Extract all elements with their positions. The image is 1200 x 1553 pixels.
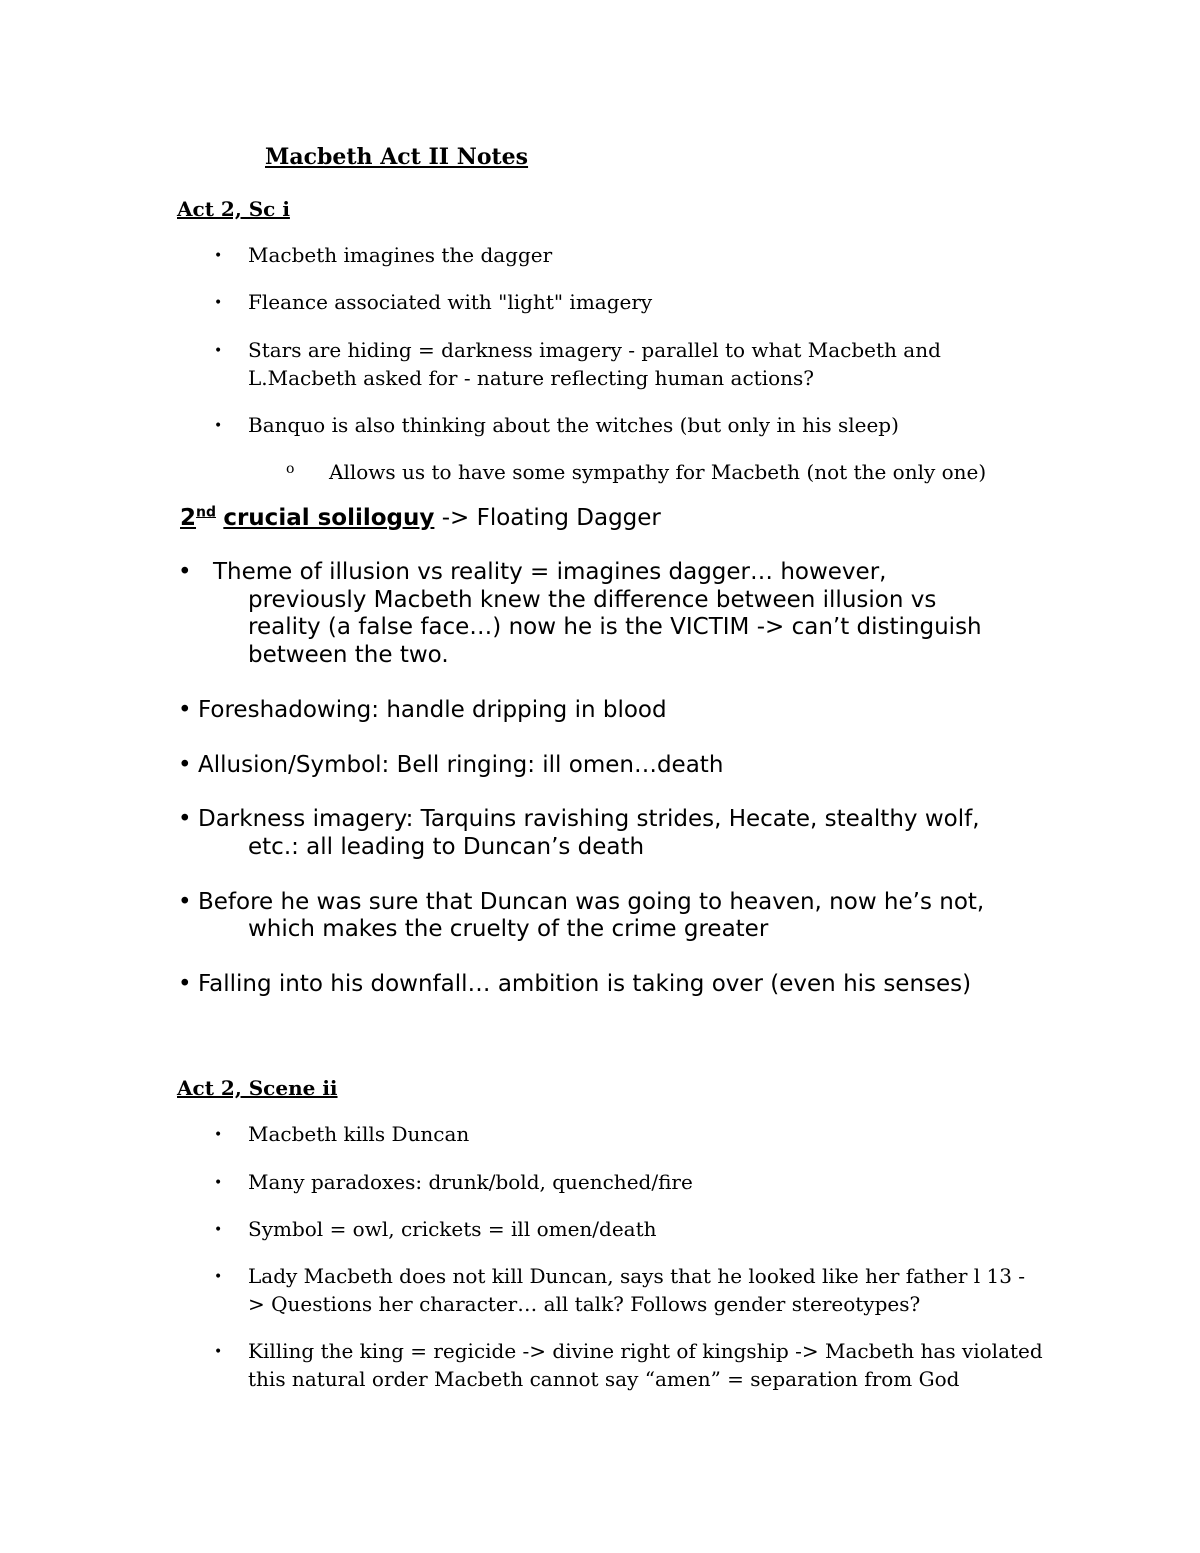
list-item-continued: previously Macbeth knew the difference between illusion vs: [248, 587, 937, 613]
list-item-continued: between the two.: [248, 642, 449, 668]
list-item: Macbeth kills Duncan: [248, 1122, 470, 1146]
list-item-continued: which makes the cruelty of the crime greater: [248, 916, 769, 942]
bullet-icon: •: [214, 1127, 223, 1143]
list-item: Killing the king = regicide -> divine right of kingship -> Macbeth has violated: [248, 1339, 1043, 1363]
bullet-icon: •: [178, 971, 192, 997]
bullet-icon: •: [178, 697, 192, 723]
list-item-continued: L.Macbeth asked for - nature reflecting human actions?: [248, 366, 815, 390]
section-heading-act2-sc1: Act 2, Sc i: [177, 197, 290, 221]
list-subitem: Allows us to have some sympathy for Macbeth (not the only one): [329, 460, 987, 484]
sub-bullet-icon: o: [286, 461, 295, 477]
list-item-continued: > Questions her character… all talk? Follows gender stereotypes?: [248, 1292, 921, 1316]
bullet-icon: •: [214, 1344, 223, 1360]
list-item: Theme of illusion vs reality = imagines dagger… however,: [213, 559, 887, 585]
list-item: Darkness imagery: Tarquins ravishing strides, Hecate, stealthy wolf,: [198, 806, 980, 832]
list-item: Foreshadowing: handle dripping in blood: [198, 697, 667, 723]
list-item: Fleance associated with "light" imagery: [248, 290, 653, 314]
list-item: Falling into his downfall… ambition is taking over (even his senses): [198, 971, 972, 997]
bullet-icon: •: [214, 1175, 223, 1191]
soliloquy-heading: [180, 505, 661, 531]
list-item: Stars are hiding = darkness imagery - parallel to what Macbeth and: [248, 338, 941, 362]
list-item: Many paradoxes: drunk/bold, quenched/fire: [248, 1170, 693, 1194]
list-item: Allusion/Symbol: Bell ringing: ill omen…death: [198, 752, 724, 778]
bullet-icon: •: [178, 889, 192, 915]
page-title: Macbeth Act II Notes: [265, 144, 529, 170]
list-item-continued: etc.: all leading to Duncan’s death: [248, 834, 645, 860]
list-item: Macbeth imagines the dagger: [248, 243, 553, 267]
soliloquy-subtitle: -> Floating Dagger: [434, 505, 661, 531]
bullet-icon: •: [214, 1222, 223, 1238]
list-item: Banquo is also thinking about the witches (but only in his sleep): [248, 413, 899, 437]
list-item: Before he was sure that Duncan was going to heaven, now he’s not,: [198, 889, 985, 915]
bullet-icon: •: [214, 1269, 223, 1285]
soliloquy-ordinal: nd: [196, 504, 217, 521]
bullet-icon: •: [178, 559, 192, 585]
bullet-icon: •: [214, 248, 223, 264]
bullet-icon: •: [178, 806, 192, 832]
list-item: Symbol = owl, crickets = ill omen/death: [248, 1217, 657, 1241]
list-item-continued: reality (a false face…) now he is the VICTIM -> can’t distinguish: [248, 614, 982, 640]
soliloquy-title: crucial soliloguy: [223, 505, 435, 531]
bullet-icon: •: [214, 343, 223, 359]
list-item: Lady Macbeth does not kill Duncan, says that he looked like her father l 13 -: [248, 1264, 1026, 1288]
list-item-continued: this natural order Macbeth cannot say “amen” = separation from God: [248, 1367, 960, 1391]
bullet-icon: •: [214, 295, 223, 311]
section-heading-act2-scene2: Act 2, Scene ii: [177, 1076, 338, 1100]
bullet-icon: •: [178, 752, 192, 778]
bullet-icon: •: [214, 418, 223, 434]
soliloquy-number: 2: [180, 505, 197, 531]
